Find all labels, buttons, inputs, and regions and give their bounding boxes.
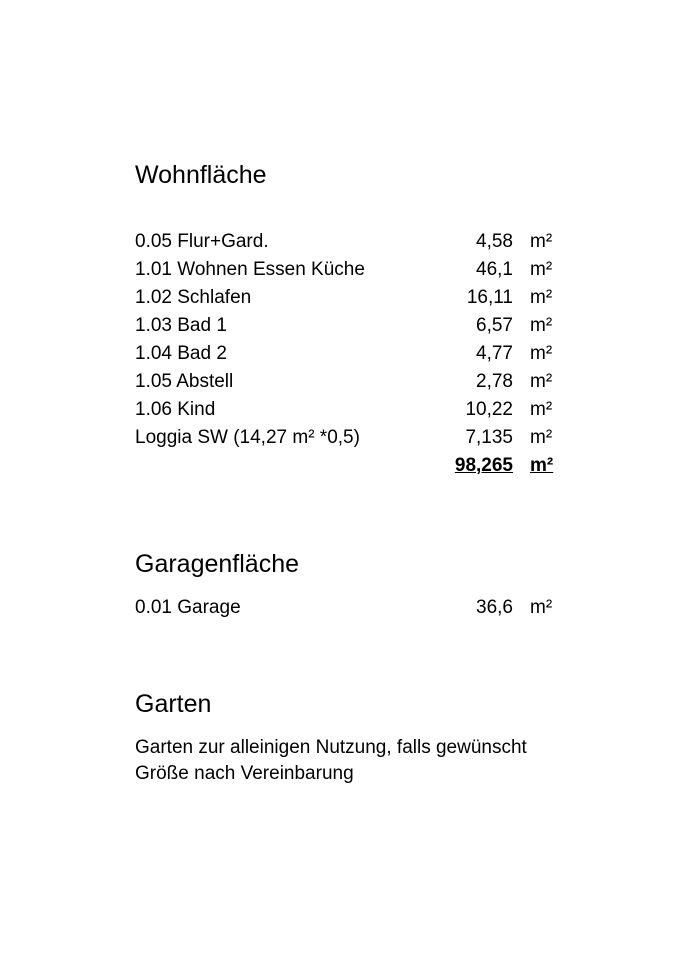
garten-heading: Garten [135,690,212,718]
area-unit: m² [530,231,553,252]
area-row [135,594,575,622]
room-label: 1.02 Schlafen [135,287,252,308]
area-unit: m² [530,259,553,280]
room-label: 1.06 Kind [135,399,216,420]
area-value: 4,77 [476,343,513,364]
area-value: 7,135 [465,427,513,448]
total-row [135,452,575,480]
room-label: 1.05 Abstell [135,371,234,392]
area-row [135,312,575,340]
area-row [135,284,575,312]
total-unit: m² [530,455,554,476]
area-unit: m² [530,427,553,448]
area-value: 36,6 [476,597,513,618]
total-value: 98,265 [454,455,513,476]
area-value: 4,58 [476,231,513,252]
area-unit: m² [530,399,553,420]
area-value: 16,11 [466,287,513,308]
garten-text-line: Garten zur alleinigen Nutzung, falls gewünscht [135,737,527,758]
area-unit: m² [530,287,553,308]
area-unit: m² [530,597,553,618]
garagenflaeche-heading: Garagenfläche [135,550,300,578]
area-row [135,424,575,452]
room-label: 0.05 Flur+Gard. [135,231,269,252]
area-value: 46,1 [476,259,513,280]
garten-text-line: Größe nach Vereinbarung [135,763,354,784]
room-label: 1.01 Wohnen Essen Küche [135,259,365,280]
area-value: 6,57 [476,315,513,336]
room-label: 0.01 Garage [135,597,241,618]
area-unit: m² [530,315,553,336]
area-row [135,340,575,368]
area-row [135,368,575,396]
area-row [135,228,575,256]
wohnflaeche-heading: Wohnfläche [135,161,267,189]
area-unit: m² [530,343,553,364]
room-label: 1.03 Bad 1 [135,315,227,336]
room-label: 1.04 Bad 2 [135,343,227,364]
area-value: 10,22 [465,399,513,420]
area-value: 2,78 [476,371,513,392]
area-row [135,396,575,424]
area-unit: m² [530,371,553,392]
area-row [135,256,575,284]
room-label: Loggia SW (14,27 m² *0,5) [135,427,360,448]
